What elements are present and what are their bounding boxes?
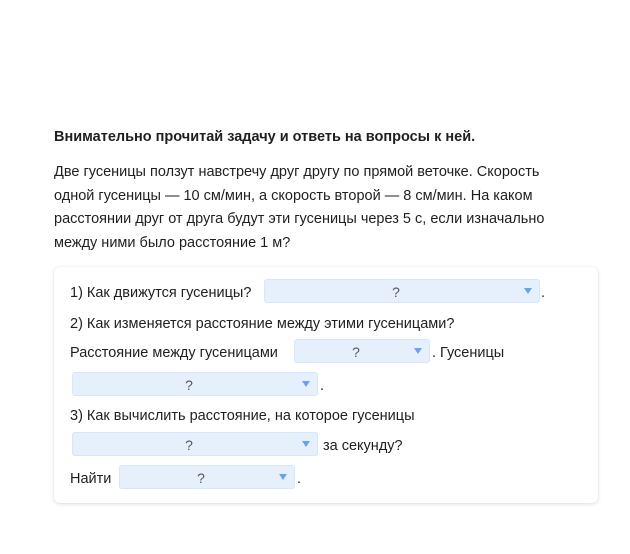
find-dropdown[interactable] <box>119 465 295 489</box>
chevron-down-icon <box>302 441 310 447</box>
q1-movement-dropdown[interactable] <box>264 279 540 303</box>
chevron-down-icon <box>279 474 287 480</box>
q2-end: . <box>320 378 325 394</box>
task-line: расстоянии друг от друга будут эти гусеницы через 5 с, если изначально <box>54 211 545 227</box>
instruction-heading: Внимательно прочитай задачу и ответь на вопросы к ней. <box>54 129 476 145</box>
chevron-down-icon <box>302 381 310 387</box>
dropdown-placeholder: ? <box>185 437 193 453</box>
dropdown-placeholder: ? <box>197 470 205 486</box>
dropdown-placeholder: ? <box>392 284 400 300</box>
question-3-label: 3) Как вычислить расстояние, на которое гусеницы <box>70 408 415 424</box>
chevron-down-icon <box>414 348 422 354</box>
question-2-label: 2) Как изменяется расстояние между этими гусеницами? <box>70 316 455 332</box>
q2-caterpillars-dropdown[interactable] <box>72 372 318 396</box>
dropdown-placeholder: ? <box>352 344 360 360</box>
chevron-down-icon <box>524 288 532 294</box>
q2-distance-change-dropdown[interactable] <box>294 339 430 363</box>
find-label: Найти <box>70 471 112 487</box>
find-end: . <box>297 471 302 487</box>
task-line: одной гусеницы — 10 см/мин, а скорость второй — 8 см/мин. На каком <box>54 187 533 204</box>
q1-end: . <box>541 285 546 301</box>
per-second-label: за секунду? <box>323 438 403 454</box>
questions-card <box>54 267 598 503</box>
q3-method-dropdown[interactable] <box>72 432 318 456</box>
question-1-label: 1) Как движутся гусеницы? <box>70 285 252 301</box>
task-line: между ними было расстояние 1 м? <box>54 234 291 251</box>
dropdown-placeholder: ? <box>185 377 193 393</box>
task-line: Две гусеницы ползут навстречу друг другу по прямой веточке. Скорость <box>54 164 540 180</box>
task-text <box>54 161 584 255</box>
distance-label: Расстояние между гусеницами <box>70 345 278 361</box>
caterpillars-label: . Гусеницы <box>432 345 505 361</box>
